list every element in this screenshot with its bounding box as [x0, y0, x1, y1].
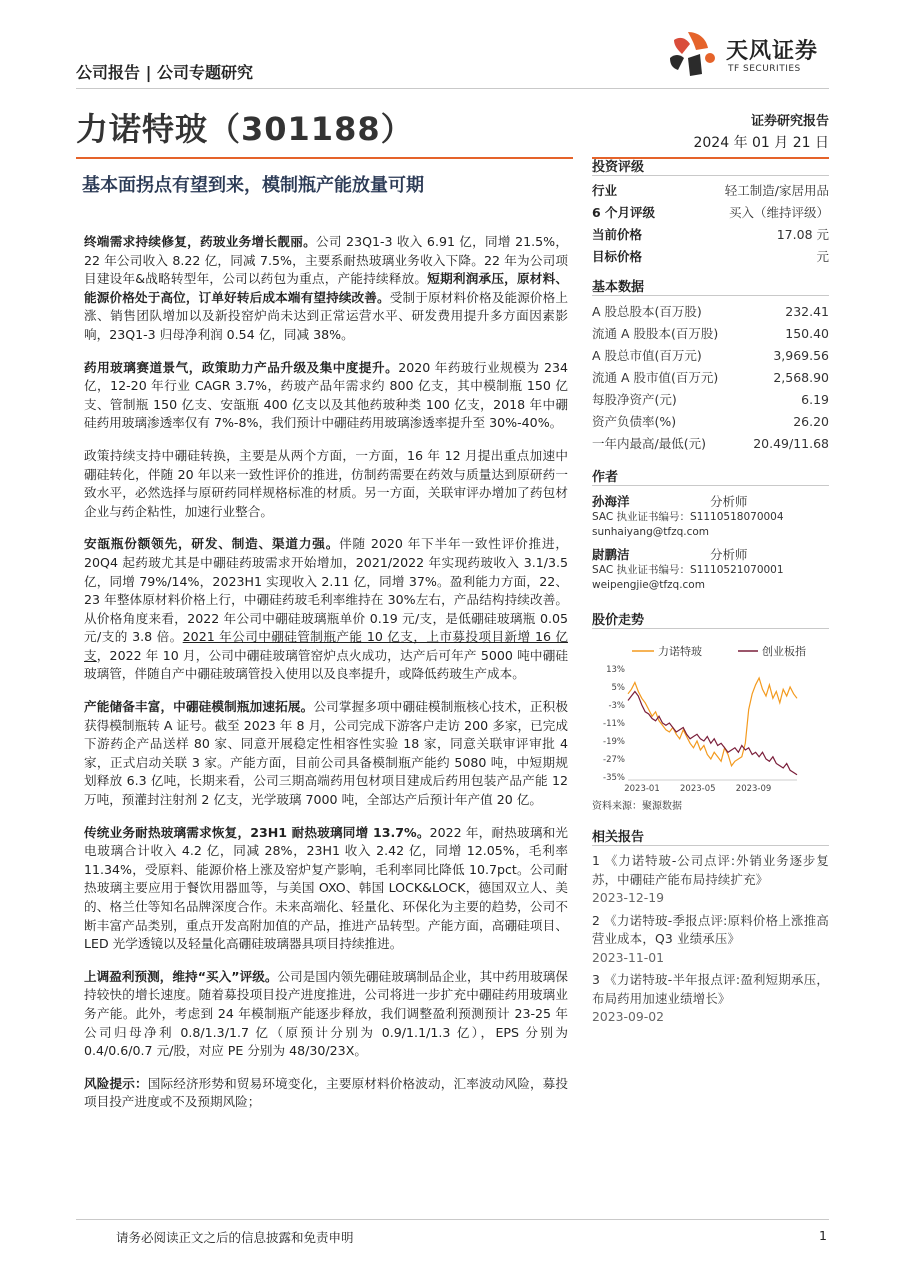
header-divider: [76, 88, 829, 89]
y-tick-label: -19%: [603, 737, 625, 747]
author-name: 尉鹏洁: [592, 547, 630, 562]
paragraph-lead: 安瓿瓶份额领先，研发、制造、渠道力强。: [84, 536, 340, 552]
related-report-date: 2023-09-02: [592, 1009, 665, 1024]
stock-price-chart: [592, 635, 829, 795]
paragraph-3: [84, 447, 568, 521]
related-report-link[interactable]: 2 《力诺特玻-季报点评:原料价格上涨推高营业成本，Q3 业绩承压》: [592, 912, 829, 946]
brand-logo: [666, 28, 831, 80]
related-report-date: 2023-12-19: [592, 890, 665, 905]
report-date: 2024 年 01 月 21 日: [693, 135, 829, 151]
basic-row: [592, 366, 829, 388]
paragraph-lead: 传统业务耐热玻璃需求恢复，23H1 耐热玻璃同增 13.7%。: [84, 824, 430, 840]
chart-source: 资料来源：聚源数据: [592, 801, 682, 812]
paragraph-6: [84, 824, 568, 954]
paragraph-lead: 终端需求持续修复，药玻业务增长靓丽。: [84, 234, 316, 249]
basic-value: 6.19: [801, 391, 829, 407]
basic-key: 流通 A 股股本(百万股): [592, 326, 719, 341]
paragraph-lead: 短期利润承压，原材料、能源价格处于高位，订单好转后成本端有望持续改善。: [84, 271, 568, 305]
legend-label-2: 创业板指: [762, 645, 806, 658]
report-label: 证券研究报告: [750, 114, 829, 129]
basic-row: [592, 432, 829, 454]
paragraph-text: 伴随 2020 年下半年一致性评价推进，20Q4 起药玻尤其是中硼硅药玻需求开始增加，2021/2022 年实现药玻收入 3.1/3.5 亿，同增 79%/14%，2023H1 实现收入 2.11 亿，同增 37%。盈利能力方面，22、23 年整体原材料价格上行，中硼硅药玻毛利率维持在 30%左右，产品结构持续改善。从价格角度来看，2022 年公司中硼硅玻璃瓶单价 0.19 元/支，是低硼硅玻璃瓶 0.05 元/支的 3.8 倍。: [84, 536, 568, 645]
chart-legend: [632, 644, 806, 658]
title-divider-left: [76, 157, 573, 159]
authors-title: 作者: [592, 466, 829, 486]
rating-value: 买入（维持评级）: [728, 205, 829, 220]
authors-panel: [592, 466, 829, 593]
rating-key: 当前价格: [592, 227, 643, 242]
x-tick-label: 2023-09: [735, 784, 772, 794]
author-entry: [592, 544, 829, 593]
basic-key: A 股总股本(百万股): [592, 304, 702, 319]
paragraph-text: ，2022 年 10 月，公司中硼硅玻璃管窑炉点火成功，达产后可年产 5000 吨中硼硅玻璃管，伴随自产中硼硅玻璃管投入使用以及良率提升，或降低药玻生产成本。: [84, 647, 568, 682]
author-role: 分析师: [710, 547, 748, 562]
paragraph-text: 公司掌握多项中硼硅模制瓶核心技术，正积极获得模制瓶转 A 证号。截至 2023 年 8 月，公司完成下游客户走访 200 多家，已完成下游药企产品送样 80 家、同意开展稳定性相容性实验 18 家，同意关联审评审批 4 家，正式启动关联 3 家。产能方面，目前公司具备模制瓶产能约 5080 吨，中短期规划释放 6.3 亿吨，长期来看，公司三期高端药用包材项目建成后药用包装产品产能 12 万吨，预灌封注射剂 2 亿支，光学玻璃 7000 吨，全部达产后预计年产值 20 亿。: [84, 699, 569, 808]
basic-key: A 股总市值(百万元): [592, 348, 702, 363]
basic-key: 每股净资产(元): [592, 392, 677, 407]
related-report-date: 2023-11-01: [592, 949, 665, 965]
paragraph-text: 政策持续支持中硼硅转换，主要是从两个方面，一方面，16 年 12 月提出重点加速中硼硅转化，伴随 20 年以来一致性评价的推进，仿制药需要在药效与质量达到原研药一致水平，必然选择与原研药同样规格标准的材质。另一方面，关联审评办增加了药包材企业与药企粘性，加速行业整合。: [84, 447, 568, 519]
basic-value: 20.49/11.68: [753, 435, 829, 451]
series-line-1: [628, 678, 797, 766]
author-email[interactable]: sunhaiyang@tfzq.com: [592, 526, 710, 538]
paragraph-lead: 产能储备丰富，中硼硅模制瓶加速拓展。: [84, 699, 314, 715]
brand-name-en: TF SECURITIES: [728, 64, 801, 74]
rating-key: 行业: [592, 183, 618, 198]
rating-key: 6 个月评级: [592, 205, 656, 220]
report-subtitle: 基本面拐点有望到来，模制瓶产能放量可期: [82, 175, 424, 196]
paragraph-text: 公司 23Q1-3 收入 6.91 亿，同增 21.5%，22 年公司收入 8.22 亿，同减 7.5%，主要系耐热玻璃业务收入下降。22 年为公司项目建设年&战略转型年，公司以药包为重点，产能持续释放。: [84, 234, 569, 287]
related-report-link[interactable]: 1 《力诺特玻-公司点评:外销业务逐步复苏，中硼硅产能布局持续扩充》: [592, 853, 829, 887]
stock-chart-title: 股价走势: [592, 609, 829, 629]
paragraph-text: 2020 年药玻行业规模为 234 亿，12-20 年行业 CAGR 3.7%，药玻产品年需求约 800 亿支，其中模制瓶 150 亿支、管制瓶 150 亿支、安瓿瓶 400 亿支以及其他药玻种类 100 亿支，2018 年中硼硅药用玻璃渗透率仅有 7%-8%，我们预计中硼硅药用玻璃渗透率提升至 30%-40%。: [84, 359, 568, 431]
author-role: 分析师: [710, 494, 748, 509]
basic-row: [592, 410, 829, 432]
rating-panel: [592, 156, 829, 267]
footer-divider: [76, 1219, 829, 1220]
x-tick-label: 2023-01: [624, 784, 660, 794]
page-number: 1: [819, 1228, 827, 1243]
y-tick-label: -35%: [603, 773, 625, 783]
author-name: 孙海洋: [592, 494, 630, 509]
rating-row: [592, 201, 829, 223]
report-type: 公司报告 | 公司专题研究: [76, 63, 253, 82]
stock-chart-panel: [592, 609, 829, 812]
paragraph-7: [84, 968, 568, 1061]
company-title: 力诺特玻（301188）: [76, 110, 414, 148]
y-tick-label: 5%: [611, 683, 625, 693]
basic-key: 一年内最高/最低(元): [592, 436, 706, 451]
basic-value: 2,568.90: [773, 369, 829, 385]
paragraph-5: [84, 698, 568, 810]
footer-disclaimer: 请务必阅读正文之后的信息披露和免责申明: [116, 1230, 354, 1245]
author-email[interactable]: weipengjie@tfzq.com: [592, 579, 705, 591]
basic-key: 流通 A 股市值(百万元): [592, 370, 719, 385]
main-body: [84, 233, 568, 1126]
rating-title: 投资评级: [592, 156, 829, 176]
basic-row: [592, 344, 829, 366]
rating-row: [592, 179, 829, 201]
basic-key: 资产负债率(%): [592, 414, 677, 429]
author-cert: SAC 执业证书编号：S1110518070004: [592, 511, 784, 523]
paragraph-text: 国际经济形势和贸易环境变化，主要原材料价格波动，汇率波动风险，募投项目投产进度或不及预期风险；: [84, 1075, 569, 1110]
paragraph-text: 公司是国内领先硼硅玻璃制品企业，其中药用玻璃保持较快的增长速度。随着募投项目投产进度推进，公司将进一步扩充中硼硅药用玻璃业务产能。此外，考虑到 24 年模制瓶产能逐步释放，我们调整盈利预测预计 23-25 年公司归母净利 0.8/1.3/1.7 亿（原预计分别为 0.9/1.1/1.3 亿），EPS 分别为 0.4/0.6/0.7 元/股，对应 PE 分别为 48/30/23X。: [84, 968, 569, 1059]
y-tick-label: -3%: [608, 701, 625, 711]
series-line-2: [628, 692, 797, 775]
author-entry: [592, 491, 829, 540]
basic-value: 150.40: [785, 325, 829, 341]
paragraph-lead: 上调盈利预测，维持“买入”评级。: [84, 968, 278, 984]
rating-value: 轻工制造/家居用品: [724, 183, 829, 198]
basic-row: [592, 300, 829, 322]
tf-logo-icon: [666, 28, 718, 80]
y-tick-label: -11%: [603, 719, 625, 729]
paragraph-text: 2022 年，耐热玻璃和光电玻璃合计收入 4.2 亿，同减 28%，23H1 收入 2.42 亿，同增 12.05%，毛利率 11.34%，受原料、能源价格上涨及窑炉复产影响，毛利率同比降低 10.7pct。公司耐热玻璃主要应用于餐饮用器皿等，与美国 OXO、韩国 LOCK&LOCK，德国双立人、美的、格兰仕等知名品牌深度合作。未来高端化、轻量化、环保化为主要的趋势，公司不断丰富产品类别，重点开发高附加值的产品，推进产品转型。产能方面，高硼硅项目、LED 光学透镜以及轻量化高硼硅玻璃器具项目持续推进。: [84, 824, 568, 952]
paragraph-1: [84, 233, 568, 345]
paragraph-4: [84, 535, 568, 684]
y-tick-label: -27%: [603, 755, 625, 765]
x-tick-label: 2023-05: [680, 784, 716, 794]
rating-value: 元: [816, 249, 829, 264]
rating-row: [592, 245, 829, 267]
legend-label-1: 力诺特玻: [658, 645, 702, 658]
related-reports-panel: [592, 826, 829, 1031]
related-title: 相关报告: [592, 826, 829, 846]
basic-data-title: 基本数据: [592, 276, 829, 296]
basic-data-panel: [592, 276, 829, 454]
rating-key: 目标价格: [592, 249, 643, 264]
basic-row: [592, 322, 829, 344]
paragraph-underline: 2021 年公司中硼硅管制瓶产能 10 亿支，上市募投项目新增 16 亿支: [84, 629, 568, 663]
related-report-link[interactable]: 3 《力诺特玻-半年报点评:盈利短期承压，布局药用加速业绩增长》: [592, 972, 829, 1006]
rating-row: [592, 223, 829, 245]
basic-value: 3,969.56: [773, 347, 829, 363]
rating-value: 17.08 元: [776, 227, 829, 242]
basic-value: 26.20: [793, 413, 829, 429]
paragraph-8: [84, 1075, 568, 1112]
brand-name: 天风证券: [726, 39, 819, 64]
paragraph-lead: 药用玻璃赛道景气，政策助力产品升级及集中度提升。: [84, 359, 399, 375]
author-cert: SAC 执业证书编号：S1110521070001: [592, 564, 784, 576]
y-tick-label: 13%: [606, 665, 625, 675]
paragraph-lead: 风险提示：: [84, 1075, 148, 1091]
paragraph-text: 受制于原材料价格及能源价格上涨、销售团队增加以及新投窑炉尚未达到正常运营水平、研发费用提升多方面因素影响，23Q1-3 归母净利润 0.54 亿，同减 38%。: [84, 289, 569, 342]
basic-value: 232.41: [785, 303, 829, 319]
paragraph-2: [84, 359, 568, 433]
basic-row: [592, 388, 829, 410]
